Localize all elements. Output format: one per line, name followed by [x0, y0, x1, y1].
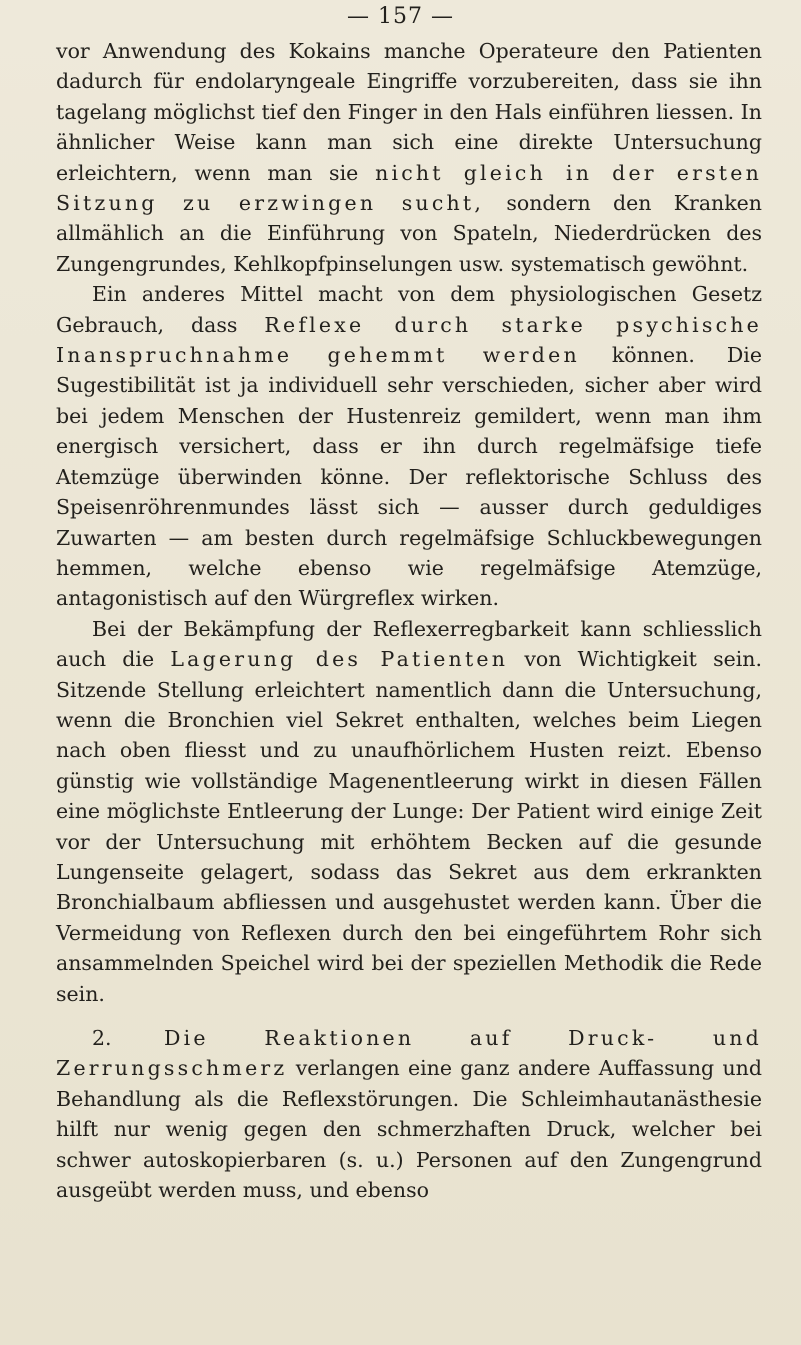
- spaced-emphasis: nicht gleich in der ersten Sitzung zu erzwingen sucht,: [56, 160, 762, 216]
- text-segment: von Wichtigkeit sein. Sitzende Stellung erleichtert namentlich dann die Untersuchung, wenn die Bronchien viel Sekret enthalten, welches beim Liegen nach oben fliesst und zu unaufhörlichem Husten reizt. Ebenso günstig wie vollständige Magenentleerung wirkt in diesen Fällen eine möglichste Entleerung der Lunge: Der Patient wird einige Zeit vor der Untersuchung mit erhöhtem Becken auf die gesunde Lungenseite gelagert, sodass das Sekret aus dem erkrankten Bronchialbaum abfliessen und ausgehustet werden kann. Über die Vermeidung von Reflexen durch den bei eingeführtem Rohr sich ansammelnden Speichel wird bei der speziellen Methodik die Rede sein.: [56, 647, 762, 1006]
- section-2-paragraph: [56, 1023, 762, 1205]
- text-segment: sondern den Kranken allmählich an die Einführung von Spateln, Niederdrücken des Zungengrundes, Kehlkopfpinselungen usw. systematisch gewöhnt.: [56, 191, 762, 276]
- page-number: — 157 —: [347, 4, 454, 29]
- text-segment: Bei der Bekämpfung der Reflexerregbarkeit kann schliesslich auch die: [56, 616, 762, 672]
- text-segment: vor Anwendung des Kokains manche Operateure den Patienten dadurch für endolaryngeale Eingriffe vorzubereiten, dass sie ihn tagelang möglichst tief den Finger in den Hals einführen liessen. In ähnlicher Weise kann man sich eine direkte Untersuchung erleichtern, wenn man sie: [56, 39, 762, 185]
- text-segment: verlangen eine ganz andere Auffassung und Behandlung als die Reflexstörungen. Die Schleimhautanästhesie hilft nur wenig gegen den schmerzhaften Druck, welcher bei schwer autoskopierbaren (s. u.) Personen auf den Zungengrund ausgeübt werden muss, und ebenso: [56, 1056, 762, 1203]
- paragraph-1: [56, 36, 762, 279]
- spaced-emphasis: Reflexe durch starke psychische Inanspruchnahme gehemmt werden: [56, 312, 762, 368]
- section-number: 2.: [92, 1026, 164, 1050]
- body-text: [56, 36, 762, 1205]
- spaced-emphasis: Lagerung des Patienten: [170, 647, 509, 672]
- section-heading: Die Reaktionen auf Druck- und Zerrungsschmerz: [56, 1026, 762, 1081]
- text-segment: können. Die Sugestibilität ist ja individuell sehr verschieden, sicher aber wird bei jedem Menschen der Hustenreiz gemildert, wenn man ihm energisch versichert, dass er ihn durch regelmäfsige tiefe Atemzüge überwinden könne. Der reflektorische Schluss des Speisenröhrenmundes lässt sich — ausser durch geduldiges Zuwarten — am besten durch regelmäfsige Schluckbewegungen hemmen, welche ebenso wie regelmäfsige Atemzüge, antagonistisch auf den Würgreflex wirken.: [56, 343, 762, 611]
- paragraph-3: [56, 614, 762, 1009]
- paragraph-2: [56, 279, 762, 613]
- text-segment: Ein anderes Mittel macht von dem physiologischen Gesetz Gebrauch, dass: [56, 282, 762, 337]
